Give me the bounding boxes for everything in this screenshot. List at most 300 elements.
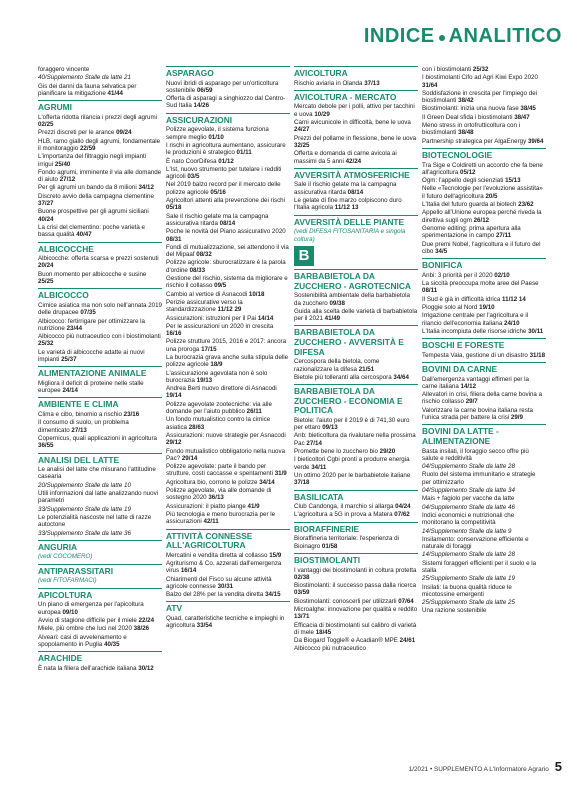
index-entry: [38, 482, 162, 489]
section-title: AVICOLTURA - MERCATO: [294, 90, 418, 103]
index-entry: [166, 479, 290, 486]
index-entry: [294, 292, 418, 307]
index-section: [166, 529, 290, 599]
index-entry: [38, 74, 162, 81]
index-entry: [38, 302, 162, 317]
entry-title: Bietole: l'aiuto per il 2019 è di 741,30 euro per ettaro: [294, 416, 410, 432]
entry-page-ref: 25/37: [61, 355, 77, 363]
entry-page-ref: 25/40: [54, 160, 71, 168]
entry-title: Le varietà di albicocche adatte ai nuovi impianti: [38, 348, 145, 363]
index-entry: [294, 417, 418, 432]
index-section: [294, 522, 418, 550]
section-title: ATTIVITÀ CONNESSE ALL'AGRICOLTURA: [166, 529, 290, 551]
entry-title: Sostenibilità ambientale della barbabietola da zucchero: [294, 292, 410, 307]
entry-title: Polizze agevolate: parte il bando per strutture, costi caccasse e spentamenti: [166, 463, 273, 478]
entry-title: Allevatori in crisi, filiera della carne bovina a rischio collasso: [422, 391, 543, 406]
entry-page-ref: 22/59: [79, 144, 96, 152]
entry-title: Albicocco più nutraceutico con i biostimolanti: [38, 333, 161, 341]
entry-title: Insilati: la buona qualità riduce le micotossine emergenti: [422, 583, 512, 598]
index-entry: [294, 358, 418, 373]
index-entry: [166, 432, 290, 447]
index-section: [294, 215, 418, 243]
index-entry: [294, 374, 418, 381]
index-entry: [166, 158, 290, 165]
entry-supplement-ref: 04/Supplemento Stalle da latte 34: [422, 487, 515, 495]
entry-title: Alveari: casi di avvelenamento e spopolamento in Puglia: [38, 633, 127, 648]
entry-title: Per le assicurazioni un 2020 in crescita: [166, 322, 274, 330]
entry-page-ref: 08/33: [189, 266, 206, 274]
entry-page-ref: 38/45: [520, 105, 536, 113]
entry-title: Dall'emergenza vantaggi effimeri per la carne italiana: [422, 375, 529, 390]
index-entry: [38, 419, 162, 434]
index-entry: [422, 487, 546, 494]
index-entry: [294, 119, 418, 134]
index-title-left: INDICE: [363, 24, 435, 47]
entry-page-ref: 15/9: [269, 551, 282, 559]
entry-title: Le analisi del latte che misurano l'attitudine casearia: [38, 466, 156, 481]
section-title: ASPARAGO: [166, 66, 290, 79]
entry-page-ref: 08/32: [196, 251, 212, 259]
index-entry: [166, 315, 290, 322]
index-entry: [422, 177, 546, 184]
entry-title: Assicurazioni: nuove strategie per Asnacodi: [166, 431, 286, 439]
index-entry: [422, 504, 546, 511]
entry-page-ref: 14/12: [460, 382, 477, 390]
entry-page-ref: 09/10: [62, 608, 78, 616]
index-entry: [422, 74, 546, 89]
entry-page-ref: 24/27: [294, 126, 310, 134]
entry-title: È nata la filiera dell'arachide italiana: [38, 664, 137, 672]
index-entry: [166, 244, 290, 259]
entry-page-ref: 14/14: [257, 314, 274, 322]
entry-page-ref: 23/16: [123, 411, 140, 419]
index-entry: [166, 385, 290, 400]
entry-title: L'Ist, nuovo strumento per tutelare i redditi agricoli: [166, 165, 282, 181]
entry-title: Avvio di stagione difficile per il miele: [38, 617, 137, 624]
section-title: BIOSTIMOLANTI: [294, 553, 418, 566]
entry-page-ref: 29/9: [510, 414, 523, 422]
entry-page-ref: 11/12 13: [334, 204, 359, 212]
entry-title: Prezzi del pollame in flessione, bene le uova: [294, 134, 417, 142]
entry-title: Il consumo di suolo, un problema dimenticato: [38, 419, 129, 434]
entry-title: Due premi Nobel, l'agricoltura e il futuro del cibo: [422, 240, 541, 255]
entry-page-ref: 40/35: [104, 640, 120, 648]
page-footer: [409, 759, 562, 774]
entry-title: I vantaggi dei biostimolanti in coltura protetta: [294, 566, 417, 574]
entry-title: Chiarimenti del Fisco su alcune attività agricole connesse: [166, 575, 272, 590]
entry-page-ref: 08/11: [422, 287, 438, 295]
entry-title: Fondo mutualistico obbligatorio nella nuova Pac?: [166, 447, 286, 462]
index-section: [422, 424, 546, 614]
entry-page-ref: 36/55: [38, 442, 54, 450]
index-entry: [294, 308, 418, 323]
entry-title: Biostimolanti: conoscerli per utilizzarli: [294, 597, 397, 605]
entry-title: Ruolo del sistema immunitario e strategie per ottimizzarlo: [422, 471, 536, 486]
entry-supplement-ref: 14/Supplemento Stalle da latte 28: [422, 551, 515, 559]
index-entry: [166, 503, 290, 510]
entry-title: Mercato debole per i polli, attivo per tacchini e uova: [294, 103, 415, 118]
entry-title: Utili informazioni dal latte analizzando nuovi parametri: [38, 490, 159, 505]
entry-page-ref: 24/10: [504, 319, 520, 327]
index-section: [38, 288, 162, 363]
index-entry: [422, 528, 546, 535]
entry-title: Meno stress in ortofrutticoltura con i biostimolanti: [422, 122, 521, 137]
index-entry: [422, 607, 546, 614]
entry-page-ref: 31/18: [529, 351, 546, 359]
entry-title: Discreto avvio della campagna clementine: [38, 192, 154, 200]
entry-page-ref: 30/12: [138, 664, 154, 672]
index-entry: [166, 615, 290, 630]
index-section: [38, 453, 162, 537]
entry-page-ref: 23/44: [66, 324, 83, 332]
index-entry: [166, 228, 290, 243]
section-title: BONIFICA: [422, 258, 546, 271]
entry-page-ref: 27/12: [59, 176, 76, 184]
index-section: [422, 258, 546, 335]
index-entry: [38, 193, 162, 208]
entry-title: Una razione sostenibile: [422, 607, 487, 615]
entry-page-ref: 37/18: [294, 479, 310, 487]
index-entry: [38, 184, 162, 191]
entry-page-ref: 14/26: [193, 102, 210, 110]
index-entry: [166, 416, 290, 431]
entry-page-ref: 37/13: [364, 79, 380, 87]
index-section: [294, 168, 418, 212]
index-columns: [38, 66, 548, 746]
index-entry: [166, 323, 290, 338]
entry-page-ref: 25/25: [38, 278, 54, 286]
entry-supplement-ref: 20/Supplemento Stalle da latte 10: [38, 481, 131, 489]
entry-title: Agricoltori attenti alla prevenzione dei rischi: [166, 197, 285, 205]
index-entry: [422, 105, 546, 112]
entry-page-ref: 09/24: [116, 129, 132, 137]
entry-title: L'agricoltura a 5G in prova a Matera: [294, 511, 393, 519]
index-entry: [294, 637, 418, 644]
index-entry: [38, 349, 162, 364]
entry-page-ref: 41/49: [324, 315, 341, 323]
entry-page-ref: 34/64: [393, 373, 409, 381]
index-entry: [294, 622, 418, 637]
index-entry: [38, 318, 162, 333]
entry-title: Appello all'Unione europea perché riveda la direttiva sugli ogm: [422, 209, 542, 224]
entry-page-ref: 41/44: [107, 89, 123, 97]
entry-title: Le potenzialità nascoste nel latte di razze autoctone: [38, 513, 152, 529]
section-title: ARACHIDE: [38, 651, 162, 664]
entry-page-ref: 18/9: [210, 361, 223, 369]
entry-page-ref: 01/58: [321, 542, 338, 550]
entry-title: Agricoltura bio, corrono le polizze: [166, 478, 258, 486]
index-entry: [294, 598, 418, 605]
index-section: [294, 66, 418, 87]
entry-title: Prezzi discreti per le arance: [38, 129, 115, 137]
index-section: [38, 242, 162, 286]
index-entry: [422, 551, 546, 558]
entry-title: Nuovi ibridi di asparago per un'orticoltura sostenibile: [166, 79, 279, 94]
index-entry: [166, 291, 290, 298]
entry-title: La crisi del clementino: poche varietà e bassa qualità: [38, 223, 145, 239]
entry-title: Buon momento per albicocche e susine: [38, 270, 147, 278]
index-section: [38, 366, 162, 394]
entry-page-ref: 37/27: [38, 200, 54, 208]
index-entry: [166, 354, 290, 369]
index-entry: [38, 333, 162, 348]
index-entry: [422, 471, 546, 486]
index-entry: [294, 456, 418, 471]
index-section: [422, 338, 546, 359]
entry-page-ref: 25/32: [38, 340, 54, 348]
index-entry: [294, 645, 418, 652]
entry-supplement-ref: 40/Supplemento Stalle da latte 21: [38, 74, 131, 82]
index-entry: [294, 150, 418, 165]
index-title-right: ANALITICO: [448, 24, 562, 47]
entry-page-ref: 28/63: [188, 423, 205, 431]
entry-title: Mais + fagiolo per vacche da latte: [422, 495, 515, 503]
entry-page-ref: 09/13: [322, 424, 338, 432]
entry-title: Clima e cibo, binomio a rischio: [38, 411, 122, 419]
index-entry: [166, 591, 290, 598]
entry-page-ref: 30/31: [217, 582, 234, 590]
entry-page-ref: 40/24: [38, 215, 54, 223]
entry-title: Miele, più ombre che luci nel 2020: [38, 625, 132, 633]
index-entry: [166, 401, 290, 416]
index-entry: [422, 280, 546, 295]
index-entry: [38, 665, 162, 672]
entry-page-ref: 24/61: [399, 637, 416, 645]
entry-title: I bieticoltori Cgbi pronti a produrre energia verde: [294, 456, 410, 471]
entry-page-ref: 34/14: [259, 478, 275, 486]
section-title: BASILICATA: [294, 490, 418, 503]
entry-page-ref: 38/47: [514, 113, 530, 121]
index-entry: [422, 584, 546, 599]
entry-page-ref: 22/24: [138, 617, 155, 624]
entry-title: Polizze agricole: sburocratizzare è la parola d'ordine: [166, 259, 286, 274]
section-see-also: (vedi FITOFARMACI): [38, 577, 97, 585]
index-entry: [422, 536, 546, 551]
entry-title: La burocrazia grava anche sulla stipula delle polizze agricole: [166, 353, 289, 369]
section-title: AGRUMI: [38, 100, 162, 113]
entry-title: Albicocche: offerta scarsa e prezzi sostenuti: [38, 255, 159, 263]
index-section: [38, 651, 162, 672]
entry-title: Biostimolanti: il successo passa dalla ricerca: [294, 582, 417, 590]
entry-title: Albicocco più nutraceutico: [294, 645, 366, 653]
index-section: [294, 269, 418, 322]
entry-page-ref: 11/12 29: [217, 306, 242, 314]
entry-page-ref: 05/18: [166, 204, 182, 212]
entry-page-ref: 38/48: [458, 129, 474, 137]
entry-title: Bietole più tolleranti alla cercospora: [294, 373, 392, 381]
index-entry: [422, 407, 546, 422]
index-section: [38, 540, 162, 561]
entry-page-ref: 03/59: [294, 589, 310, 597]
entry-title: Per gli agrumi un bando da 8 milioni: [38, 184, 137, 192]
entry-page-ref: 34/12: [138, 184, 154, 192]
index-entry: [422, 241, 546, 256]
entry-title: Tempesta Vaia, gestione di un disastro: [422, 351, 528, 359]
index-entry: [294, 472, 418, 487]
index-entry: [38, 506, 162, 513]
section-title: ATV: [166, 601, 290, 614]
section-title: BOSCHI E FORESTE: [422, 338, 546, 351]
index-entry: [294, 432, 418, 447]
entry-title: Più tecnologia e meno burocrazia per le assicurazioni: [166, 510, 276, 526]
entry-page-ref: 19/10: [479, 303, 495, 311]
entry-page-ref: 07/62: [394, 511, 410, 519]
entry-title: Cimice asiatica ma non solo nell'annata 2019 delle drupacee: [38, 301, 162, 317]
entry-page-ref: 29/12: [166, 439, 182, 447]
entry-title: Polizze strutture 2015, 2016 e 2017: ancora una proroga: [166, 338, 287, 353]
entry-title: Carni avicunicole in difficoltà, bene le uova: [294, 119, 411, 127]
index-section: [166, 601, 290, 629]
index-section: [38, 564, 162, 585]
section-title: AVICOLTURA: [294, 66, 418, 79]
entry-title: HLB, ramo giallo degli agrumi, fondamentale il monitoraggio: [38, 137, 161, 152]
entry-title: Fondi di mutualizzazione, sei attendono il via del Mipaaf: [166, 243, 289, 259]
entry-supplement-ref: 04/Supplemento Stalle da latte 28: [422, 463, 515, 471]
entry-page-ref: 09/5: [214, 282, 227, 290]
index-section: [422, 66, 546, 145]
index-entry: [422, 209, 546, 224]
entry-title: Genome editing: prima apertura alla sperimentazione in campo: [422, 224, 521, 240]
footer-issue: 1/2021 • SUPPLEMENTO A L'Informatore Agrario: [408, 766, 549, 773]
entry-page-ref: 34/5: [435, 247, 448, 255]
entry-title: Polizze agevolate, il sistema funziona sempre meglio: [166, 126, 269, 141]
index-entry: [294, 567, 418, 582]
index-section: [422, 148, 546, 255]
entry-title: Buone prospettive per gli agrumi siciliani: [38, 208, 149, 216]
section-title: ANALISI DEL LATTE: [38, 453, 162, 466]
entry-title: Guida alla scelta delle varietà di barbabietola per il 2021: [294, 307, 418, 323]
index-entry: [294, 503, 418, 510]
entry-page-ref: 10/29: [314, 110, 330, 118]
entry-page-ref: 19/14: [166, 392, 182, 400]
index-entry: [38, 169, 162, 184]
entry-supplement-ref: 04/Supplemento Stalle da latte 46: [422, 503, 515, 511]
index-entry: [166, 338, 290, 353]
section-title: AMBIENTE E CLIMA: [38, 397, 162, 410]
entry-title: Fondo agrumi, imminente il via alle domande di aiuto: [38, 168, 162, 184]
section-title: ASSICURAZIONI: [166, 113, 290, 126]
entry-page-ref: 38/26: [133, 625, 150, 633]
index-entry: [166, 259, 290, 274]
index-entry: [422, 122, 546, 137]
entry-page-ref: 08/14: [219, 219, 236, 227]
index-entry: [38, 514, 162, 529]
index-entry: [294, 103, 418, 118]
index-entry: [166, 560, 290, 575]
index-entry: [166, 80, 290, 95]
index-entry: [38, 380, 162, 395]
page-number: 5: [554, 759, 562, 774]
entry-title: Anbi: 3 priorità per il 2020: [422, 271, 493, 279]
index-entry: [422, 312, 546, 327]
index-entry: [422, 66, 546, 73]
index-entry: [38, 208, 162, 223]
entry-title: Basta insilati, il foraggio secco offre più salute e redditività: [422, 447, 529, 462]
index-section: [294, 90, 418, 165]
entry-title: Microalghe: innovazione per qualità e reddito: [294, 606, 418, 613]
entry-title: I rischi in agricoltura aumentano, assicurare le produzioni è strategico: [166, 141, 286, 157]
entry-title: Agriturismo & Co. azzerati dall'emergenza virus: [166, 560, 282, 575]
index-entry: [294, 448, 418, 455]
entry-page-ref: 21/51: [358, 365, 375, 373]
index-entry: [38, 153, 162, 168]
entry-page-ref: 10/18: [248, 290, 265, 298]
index-entry: [422, 162, 546, 177]
index-entry: [166, 299, 290, 314]
section-title: ALIMENTAZIONE ANIMALE: [38, 366, 162, 379]
entry-page-ref: 26/11: [246, 408, 262, 416]
entry-page-ref: 20/5: [485, 192, 498, 200]
index-entry: [166, 576, 290, 591]
entry-supplement-ref: 25/Supplemento Stalle da latte 19: [422, 575, 515, 583]
index-entry: [166, 166, 290, 181]
entry-page-ref: 11/12 14: [502, 295, 526, 303]
index-section: [38, 66, 162, 97]
entry-title: Gis dei danni da fauna selvatica per pianificare la mitigazione: [38, 82, 137, 97]
index-entry: [166, 511, 290, 526]
entry-page-ref: 38/42: [458, 97, 474, 105]
index-entry: [422, 512, 546, 527]
entry-title: Un fondo mutualistico contro la cimice asiatica: [166, 416, 271, 431]
entry-page-ref: 09/38: [329, 299, 345, 307]
entry-title: Albicocco: fertirrigare per ottimizzare la nutrizione: [38, 317, 145, 332]
index-section: [294, 490, 418, 519]
entry-page-ref: 01/11: [236, 149, 252, 157]
entry-page-ref: 16/16: [166, 330, 182, 338]
entry-page-ref: 06/59: [196, 86, 213, 94]
index-entry: [422, 328, 546, 335]
entry-page-ref: 17/15: [201, 345, 217, 353]
index-entry: [294, 197, 418, 212]
index-entry: [38, 66, 162, 73]
entry-title: Le gelate di fine marzo colpiscono duro l'Italia agricola: [294, 197, 402, 212]
entry-title: È nato CoorDifesa: [166, 157, 217, 165]
section-title: APICOLTURA: [38, 588, 162, 601]
entry-page-ref: 19/13: [196, 376, 213, 384]
index-entry: [422, 114, 546, 121]
entry-page-ref: 34/11: [311, 463, 327, 471]
entry-page-ref: 13/71: [294, 613, 310, 621]
index-entry: [166, 552, 290, 559]
index-entry: [294, 535, 418, 550]
entry-title: Rischio aviaria in Olanda: [294, 79, 363, 87]
index-entry: [422, 599, 546, 606]
entry-page-ref: 30/11: [528, 327, 544, 335]
entry-supplement-ref: 25/Supplemento Stalle da latte 25: [422, 599, 515, 607]
index-entry: [294, 80, 418, 87]
entry-title: Perizie assicurative verso la standardizzazione: [166, 298, 243, 314]
entry-page-ref: 29/14: [181, 454, 198, 462]
entry-page-ref: 29/7: [465, 398, 478, 406]
entry-title: Offerta di asparagi a singhiozzo dal Centro-Sud Italia: [166, 95, 286, 110]
entry-title: Balzo del 28% per la vendita diretta: [166, 591, 264, 599]
index-entry: [166, 463, 290, 478]
entry-page-ref: 01/12: [218, 157, 234, 165]
index-entry: [166, 275, 290, 290]
entry-title: Ogm: l'appello degli scienziati: [422, 177, 504, 185]
index-entry: [422, 391, 546, 406]
index-letter-marker: B: [294, 246, 314, 266]
entry-title: Tra Sige e Coldiretti un accordo che fa bene all'agricoltura: [422, 161, 543, 176]
index-entry: [38, 138, 162, 153]
index-section: [38, 588, 162, 648]
entry-page-ref: 20/24: [38, 262, 54, 270]
index-entry: [294, 582, 418, 597]
entry-page-ref: 16/14: [180, 567, 197, 575]
entry-page-ref: 03/5: [187, 173, 200, 181]
index-entry: [38, 114, 162, 129]
section-title: BARBABIETOLA DA ZUCCHERO - ECONOMIA E POLITICA: [294, 384, 418, 416]
